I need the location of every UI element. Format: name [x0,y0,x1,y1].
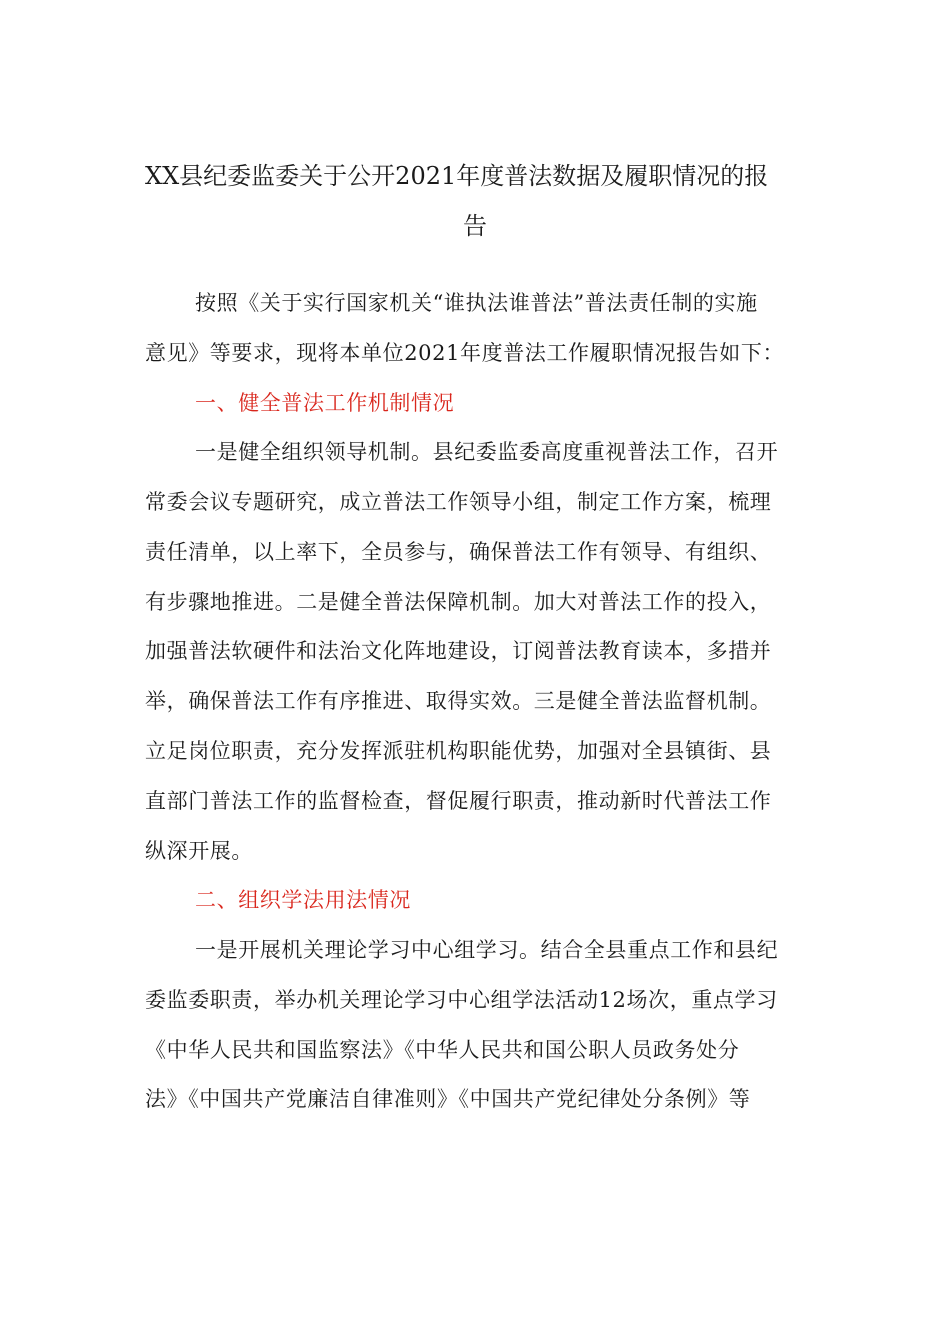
section-1-line-3: 责任清单，以上率下，全员参与，确保普法工作有领导、有组织、 [145,540,772,564]
section-1-line-7: 立足岗位职责，充分发挥派驻机构职能优势，加强对全县镇街、县 [145,739,772,763]
document-title-line-1: XX县纪委监委关于公开2021年度普法数据及履职情况的报 [145,162,769,190]
section-1-heading: 一、健全普法工作机制情况 [195,391,455,415]
section-1-line-6: 举，确保普法工作有序推进、取得实效。三是健全普法监督机制。 [145,689,772,713]
intro-line-1: 按照《关于实行国家机关“谁执法谁普法”普法责任制的实施 [195,291,758,315]
section-2-line-1: 一是开展机关理论学习中心组学习。结合全县重点工作和县纪 [195,938,779,962]
section-2-line-2: 委监委职责，举办机关理论学习中心组学法活动12场次，重点学习 [145,988,778,1012]
section-1-line-1: 一是健全组织领导机制。县纪委监委高度重视普法工作，召开 [195,440,779,464]
section-2-line-4: 法》《中国共产党廉洁自律准则》《中国共产党纪律处分条例》等 [145,1087,751,1111]
section-1-line-8: 直部门普法工作的监督检查，督促履行职责，推动新时代普法工作 [145,789,772,813]
section-1-line-2: 常委会议专题研究，成立普法工作领导小组，制定工作方案，梳理 [145,490,772,514]
document-title-line-2: 告 [463,212,487,240]
intro-line-2: 意见》等要求，现将本单位2021年度普法工作履职情况报告如下： [145,341,785,365]
section-1-line-5: 加强普法软硬件和法治文化阵地建设，订阅普法教育读本，多措并 [145,639,772,663]
section-1-line-9: 纵深开展。 [145,839,253,863]
section-2-heading: 二、组织学法用法情况 [195,888,411,912]
section-1-line-4: 有步骤地推进。二是健全普法保障机制。加大对普法工作的投入， [145,590,772,614]
section-2-line-3: 《中华人民共和国监察法》《中华人民共和国公职人员政务处分 [145,1038,740,1062]
